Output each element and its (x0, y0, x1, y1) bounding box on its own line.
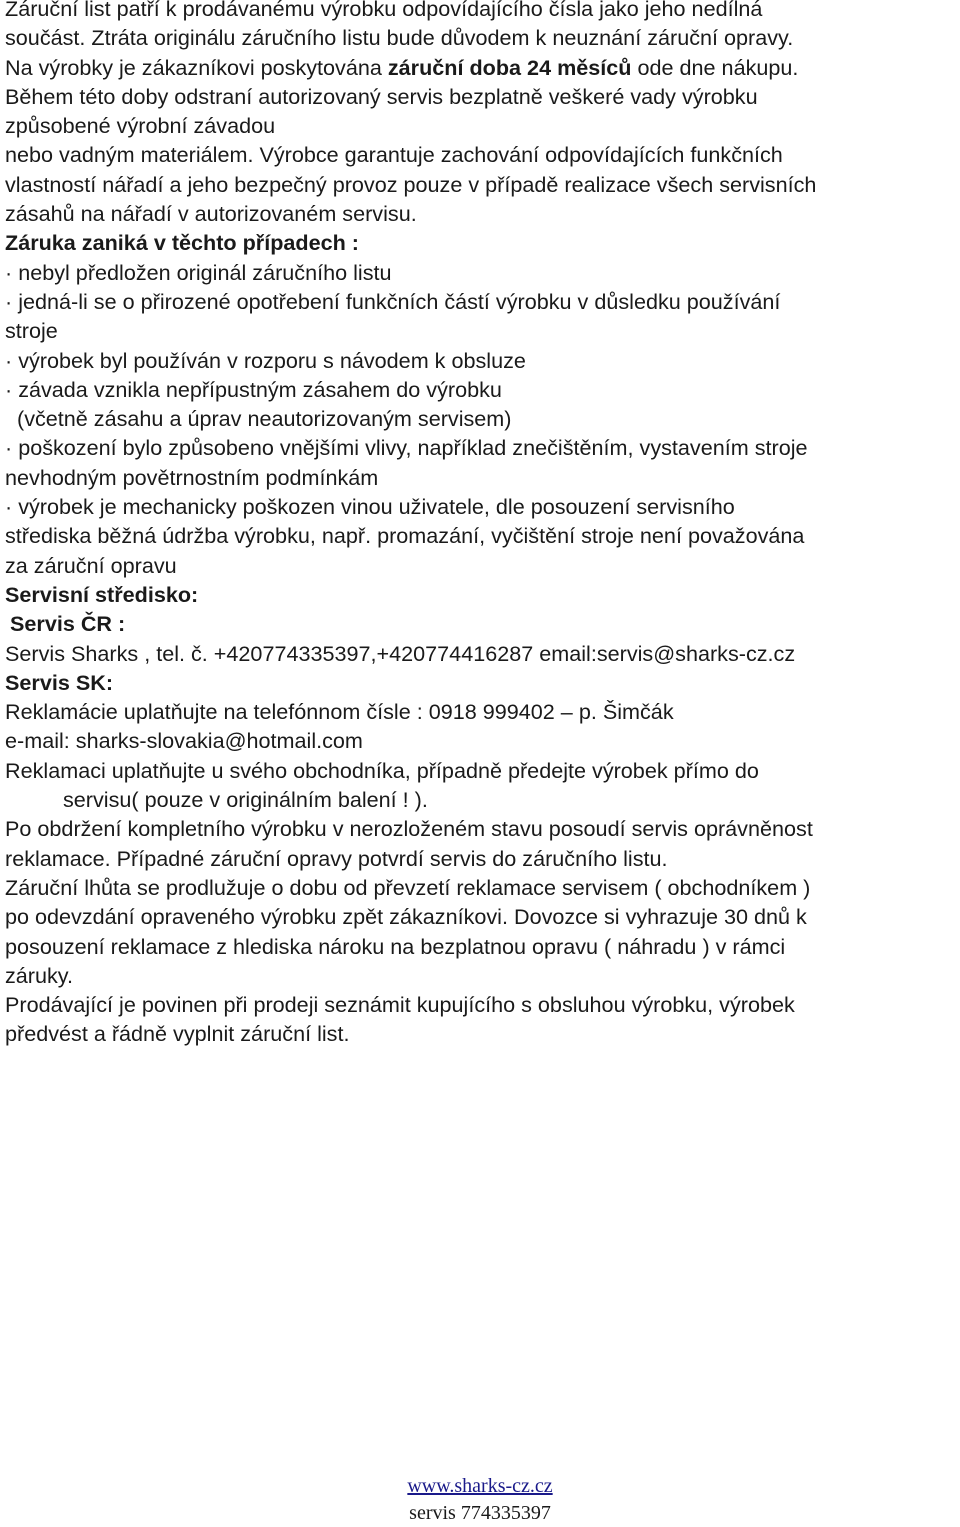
exclusion-item: · závada vznikla nepřípustným zásahem do výrobku (5, 376, 502, 402)
exclusion-item-continuation: střediska běžná údržba výrobku, např. promazání, vyčištění stroje není považována (5, 523, 805, 549)
closing-line: po odevzdání opraveného výrobku zpět zákazníkovi. Dovozce si vyhrazuje 30 dnů k (5, 904, 807, 930)
intro-line-1: Záruční list patří k prodávanému výrobku odpovídajícího čísla jako jeho nedílná (5, 0, 763, 21)
intro-line-2: součást. Ztráta originálu záručního listu bude důvodem k neuznání záruční opravy. (5, 25, 794, 51)
closing-line: Prodávající je povinen při prodeji seznámit kupujícího s obsluhou výrobku, výrobek (5, 992, 795, 1018)
exclusion-item: · výrobek byl používán v rozporu s návodem k obsluze (5, 347, 526, 373)
exclusion-item: · výrobek je mechanicky poškozen vinou uživatele, dle posouzení servisního (5, 494, 735, 520)
body-line-2: způsobené výrobní závadou (5, 113, 276, 139)
exclusions-heading: Záruka zaniká v těchto případech : (5, 230, 359, 256)
footer-service-phone: servis 774335397 (409, 1502, 551, 1524)
closing-line: Záruční lhůta se prodlužuje o dobu od převzetí reklamace servisem ( obchodníkem ) (5, 874, 811, 900)
exclusion-item-continuation: (včetně zásahu a úprav neautorizovaným servisem) (17, 406, 512, 432)
service-sk-email: e-mail: sharks-slovakia@hotmail.com (5, 728, 363, 754)
footer-website-link[interactable]: www.sharks-cz.cz (407, 1475, 553, 1497)
service-cz-contact: Servis Sharks , tel. č. +420774335397,+420774416287 email:servis@sharks-cz.cz (5, 640, 796, 666)
exclusion-item: · nebyl předložen originál záručního listu (5, 259, 392, 285)
warranty-period-before: Na výrobky je zákazníkovi poskytována (5, 54, 388, 80)
body-line-5: zásahů na nářadí v autorizovaném servisu. (5, 201, 417, 227)
closing-line: servisu( pouze v originálním balení ! ). (63, 787, 428, 813)
warranty-document (5, 0, 957, 1049)
warranty-period-bold: záruční doba 24 měsíců (387, 54, 632, 80)
closing-line: záruky. (5, 962, 73, 988)
service-heading: Servisní středisko: (5, 581, 199, 607)
body-line-1: Během této doby odstraní autorizovaný servis bezplatně veškeré vady výrobku (5, 83, 758, 109)
exclusion-item-continuation: za záruční opravu (5, 552, 177, 578)
warranty-period-line (5, 53, 957, 82)
closing-line: reklamace. Případné záruční opravy potvrdí servis do záručního listu. (5, 845, 668, 871)
exclusion-item: · jedná-li se o přirozené opotřebení funkčních částí výrobku v důsledku používání (5, 288, 781, 314)
exclusion-item-continuation: nevhodným povětrnostním podmínkám (5, 464, 379, 490)
closing-line: Po obdržení kompletního výrobku v nerozloženém stavu posoudí servis oprávněnost (5, 816, 813, 842)
exclusion-item: · poškození bylo způsobeno vnějšími vlivy, například znečištěním, vystavením stroje (5, 435, 808, 461)
warranty-period-after: ode dne nákupu. (631, 54, 799, 80)
closing-line: předvést a řádně vyplnit záruční list. (5, 1021, 350, 1047)
body-line-3: nebo vadným materiálem. Výrobce garantuje zachování odpovídajících funkčních (5, 142, 783, 168)
exclusion-item-continuation: stroje (5, 318, 58, 344)
closing-line: posouzení reklamace z hlediska nároku na bezplatnou opravu ( náhradu ) v rámci (5, 933, 786, 959)
closing-line: Reklamaci uplatňujte u svého obchodníka, případně předejte výrobek přímo do (5, 757, 759, 783)
service-sk-heading: Servis SK: (5, 669, 114, 695)
body-line-4: vlastností nářadí a jeho bezpečný provoz pouze v případě realizace všech servisních (5, 171, 817, 197)
service-cz-heading: Servis ČR : (10, 611, 126, 637)
service-sk-phone: Reklamácie uplatňujte na telefónnom čísle : 0918 999402 – p. Šimčák (5, 699, 674, 725)
